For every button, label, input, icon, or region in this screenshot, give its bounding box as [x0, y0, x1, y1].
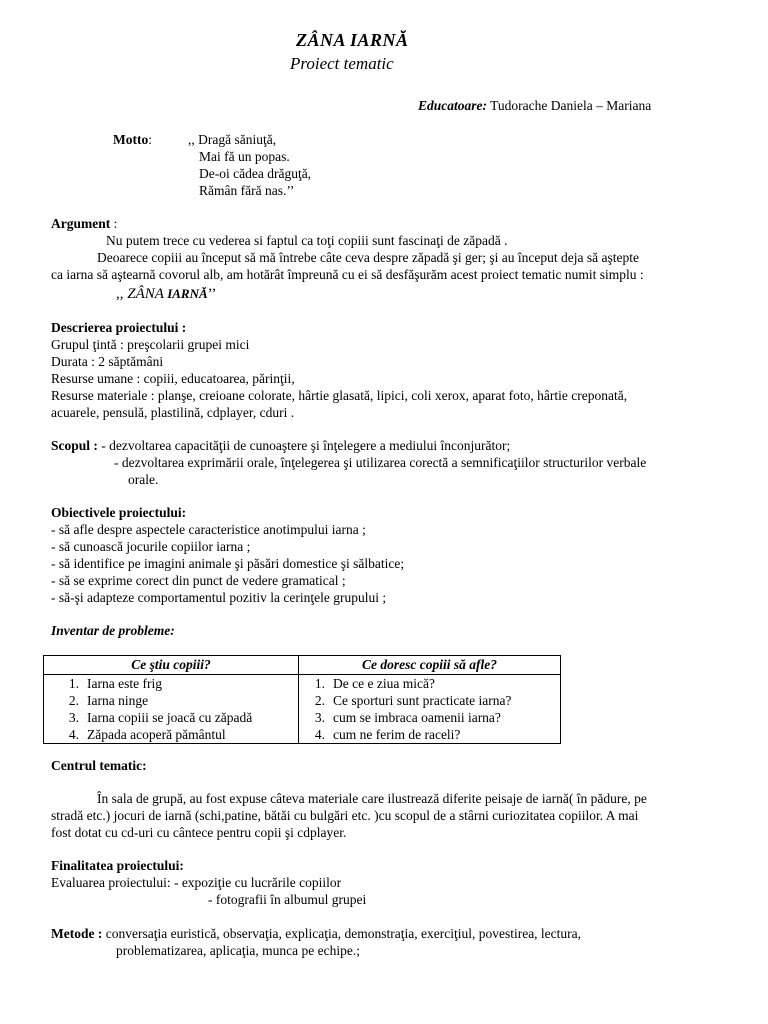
inventory-table	[43, 655, 561, 744]
scope-line-2: - dezvoltarea exprimării orale, înţelegerea şi utilizarea corectă a semnificaţiilor structurilor verbale	[114, 455, 647, 470]
motto-label-text: Motto	[113, 132, 149, 147]
inventory-col1-header: Ce ştiu copiii?	[44, 656, 299, 675]
finality-line-2: - fotografii în albumul grupei	[208, 892, 367, 907]
description-line: Resurse umane : copiii, educatoarea, părinţii,	[51, 371, 295, 386]
scope-line-1	[51, 438, 510, 454]
table-row	[44, 675, 561, 693]
question-item: cum ne ferim de raceli?	[333, 727, 461, 742]
description-line: Grupul ţintă : preşcolarii grupei mici	[51, 337, 250, 352]
finality-line-1: Evaluarea proiectului: - expoziţie cu lucrările copiilor	[51, 875, 342, 890]
row-number: 3.	[68, 710, 79, 725]
known-item: Zăpada acoperă pământul	[87, 727, 226, 742]
methods-line-1	[51, 926, 581, 942]
row-number: 3.	[314, 710, 325, 725]
motto-colon: :	[148, 132, 152, 147]
objective-item: - să identifice pe imagini animale şi păsări domestice şi sălbatice;	[51, 556, 405, 571]
description-line: acuarele, pensulă, plastilină, cdplayer, cduri .	[51, 405, 295, 420]
table-row	[44, 709, 561, 726]
question-item: Ce sporturi sunt practicate iarna?	[333, 693, 512, 708]
inventory-header-row	[44, 656, 561, 675]
question-item: cum se imbraca oamenii iarna?	[333, 710, 501, 725]
row-number: 4.	[68, 727, 79, 742]
quote-open: ,,	[116, 286, 128, 302]
inventory-heading: Inventar de probleme:	[51, 623, 175, 638]
project-name-word2: IARNĂ	[163, 286, 208, 301]
center-paragraph-2: stradă etc.) jocuri de iarnă (schi,patine, bătăi cu bulgări etc. )cu scopul de a stârni curiozitatea copiilor. A mai	[51, 808, 639, 823]
methods-text-1: conversaţia euristică, observaţia, explicaţia, demonstraţia, exerciţiul, povestirea, lectura,	[102, 926, 582, 941]
objectives-heading: Obiectivele proiectului:	[51, 505, 187, 520]
motto-label	[113, 132, 152, 148]
table-row	[44, 726, 561, 744]
page-title: ZÂNA IARNĂ	[296, 30, 409, 50]
row-number: 2.	[314, 693, 325, 708]
question-item: De ce e ziua mică?	[333, 676, 435, 691]
teacher-name: Tudorache Daniela – Mariana	[487, 98, 652, 113]
argument-paragraph-1: Nu putem trece cu vederea si faptul ca toţi copiii sunt fascinaţi de zăpadă .	[106, 233, 508, 248]
scope-heading: Scopul :	[51, 438, 98, 453]
center-paragraph-1: În sala de grupă, au fost expuse câteva materiale care ilustrează diferite peisaje de iarnă( în pădure, pe	[97, 791, 647, 806]
objective-item: - să se exprime corect din punct de vedere gramatical ;	[51, 573, 346, 588]
center-paragraph-3: fost dotat cu cd-uri cu cântece pentru copii şi cdplayer.	[51, 825, 347, 840]
motto-line-2: Mai fă un popas.	[199, 149, 290, 164]
project-name-word1: ZÂNA	[127, 286, 164, 302]
objective-item: - să cunoască jocurile copiilor iarna ;	[51, 539, 251, 554]
row-number: 1.	[314, 676, 325, 691]
argument-paragraph-2b: ca iarna să aştearnă covorul alb, am hotărât împreună cu ei să desfăşurăm acest proiect tematic numit simplu :	[51, 267, 644, 282]
quote-close: ’’	[207, 286, 217, 302]
argument-heading	[51, 216, 117, 232]
objective-item: - să afle despre aspectele caracteristice anotimpului iarna ;	[51, 522, 366, 537]
description-line: Durata : 2 săptămâni	[51, 354, 164, 369]
row-number: 2.	[68, 693, 79, 708]
argument-paragraph-2a: Deoarece copiii au început să mă întrebe câte ceva despre zăpadă şi ger; şi au început deja să aştepte	[97, 250, 639, 265]
scope-line-3: orale.	[128, 472, 159, 487]
row-number: 4.	[314, 727, 325, 742]
teacher-line	[418, 98, 651, 114]
finality-heading: Finalitatea proiectului:	[51, 858, 184, 873]
known-item: Iarna este frig	[87, 676, 162, 691]
teacher-label: Educatoare:	[418, 98, 487, 113]
argument-heading-text: Argument	[51, 216, 111, 231]
row-number: 1.	[68, 676, 79, 691]
motto-line-4: Rămân fără nas.’’	[199, 183, 295, 198]
page-subtitle: Proiect tematic	[290, 54, 394, 73]
argument-project-name	[116, 286, 217, 303]
motto-line-1: ,, Dragă săniuţă,	[188, 132, 277, 147]
objective-item: - să-şi adapteze comportamentul pozitiv la cerinţele grupului ;	[51, 590, 387, 605]
known-item: Iarna copiii se joacă cu zăpadă	[87, 710, 253, 725]
description-line: Resurse materiale : planşe, creioane colorate, hârtie glasată, lipici, coli xerox, aparat foto, hârtie creponată,	[51, 388, 628, 403]
methods-line-2: problematizarea, aplicaţia, munca pe echipe.;	[116, 943, 360, 958]
methods-heading: Metode :	[51, 926, 103, 941]
table-row	[44, 692, 561, 709]
description-heading: Descrierea proiectului :	[51, 320, 187, 335]
argument-colon: :	[110, 216, 118, 231]
known-item: Iarna ninge	[87, 693, 149, 708]
center-heading: Centrul tematic:	[51, 758, 147, 773]
inventory-col2-header: Ce doresc copiii să afle?	[299, 656, 561, 675]
motto-line-3: De-oi cădea drăguţă,	[199, 166, 312, 181]
scope-text-1: - dezvoltarea capacităţii de cunoaştere şi înţelegere a mediului înconjurător;	[97, 438, 511, 453]
